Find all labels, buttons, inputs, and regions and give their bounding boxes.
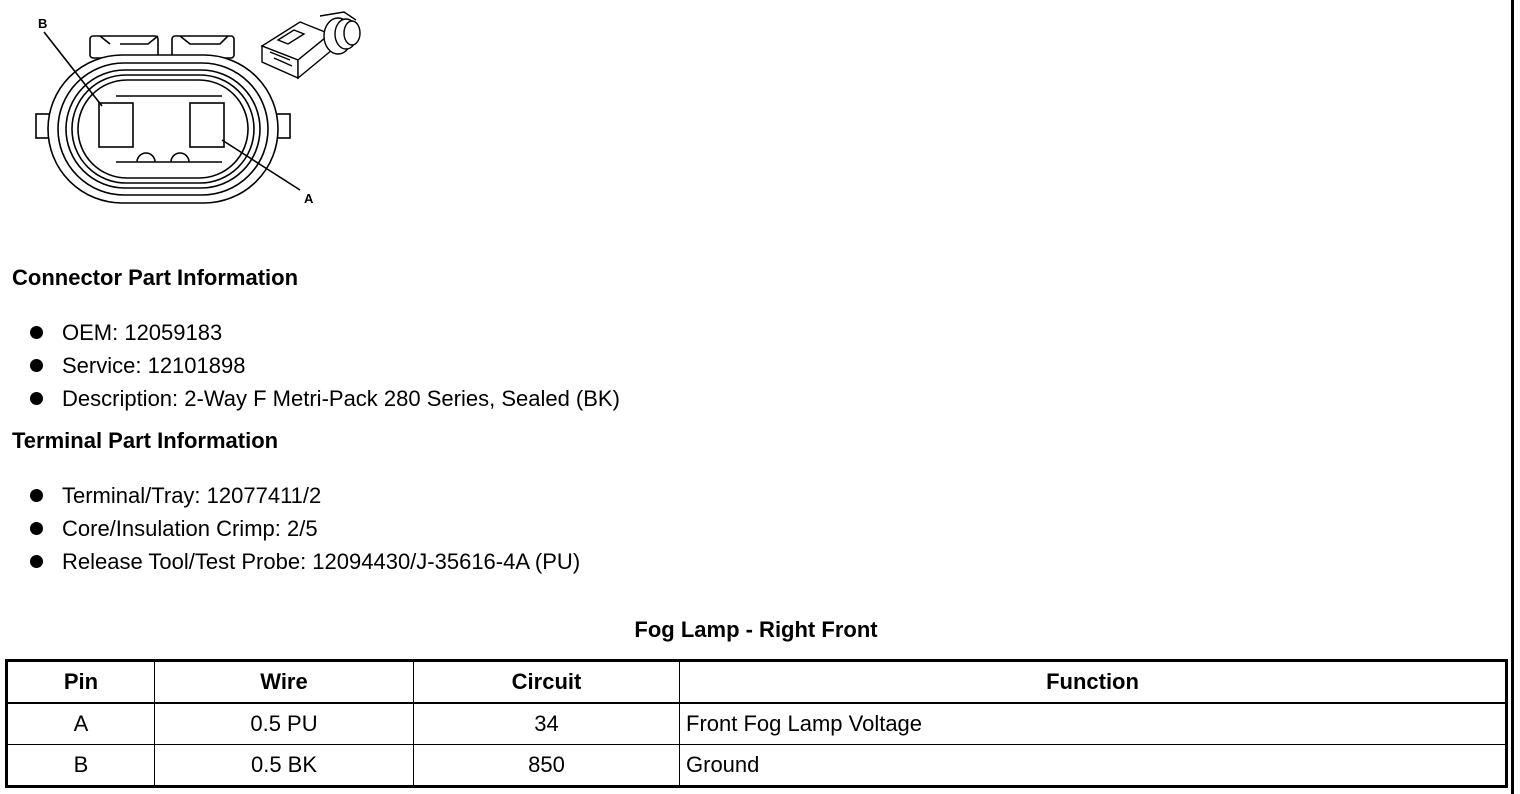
table-row — [7, 745, 1507, 787]
terminal-part-information-heading: Terminal Part Information — [12, 428, 279, 453]
list-item — [28, 316, 620, 349]
bullet-icon — [30, 522, 43, 535]
bullet-icon — [30, 392, 43, 405]
list-item — [28, 545, 580, 578]
bullet-icon — [30, 359, 43, 372]
list-item — [28, 349, 620, 382]
list-item — [28, 512, 580, 545]
list-item-text: Core/Insulation Crimp: 2/5 — [62, 516, 318, 541]
callout-b-label: B — [38, 16, 48, 31]
connector-diagram — [0, 0, 380, 215]
cell-function: Front Fog Lamp Voltage — [680, 703, 1507, 745]
callout-a-label: A — [304, 191, 314, 206]
table-row — [7, 703, 1507, 745]
bullet-icon — [30, 555, 43, 568]
bullet-icon — [30, 326, 43, 339]
connector-drawing — [0, 0, 380, 215]
cell-circuit: 850 — [414, 745, 680, 787]
bullet-icon — [30, 489, 43, 502]
header-pin: Pin — [7, 661, 155, 704]
list-item-text: Terminal/Tray: 12077411/2 — [62, 483, 322, 508]
header-circuit: Circuit — [414, 661, 680, 704]
cell-pin: B — [7, 745, 155, 787]
cell-circuit: 34 — [414, 703, 680, 745]
terminal-part-information-list — [28, 479, 580, 578]
cell-function: Ground — [680, 745, 1507, 787]
list-item — [28, 382, 620, 415]
pin-table — [5, 659, 1508, 788]
list-item — [28, 479, 580, 512]
header-wire: Wire — [155, 661, 414, 704]
table-header-row — [7, 661, 1507, 704]
connector-part-information-heading: Connector Part Information — [12, 265, 299, 290]
connector-isometric-icon — [262, 12, 360, 78]
list-item-text: Service: 12101898 — [62, 353, 246, 378]
list-item-text: Description: 2-Way F Metri-Pack 280 Series, Sealed (BK) — [62, 386, 620, 411]
pin-table-title: Fog Lamp - Right Front — [634, 617, 878, 642]
page-right-border — [1511, 0, 1514, 794]
header-function: Function — [680, 661, 1507, 704]
list-item-text: OEM: 12059183 — [62, 320, 223, 345]
cell-wire: 0.5 PU — [155, 703, 414, 745]
list-item-text: Release Tool/Test Probe: 12094430/J-35616-4A (PU) — [62, 549, 581, 574]
cell-pin: A — [7, 703, 155, 745]
cell-wire: 0.5 BK — [155, 745, 414, 787]
connector-part-information-list — [28, 316, 620, 415]
